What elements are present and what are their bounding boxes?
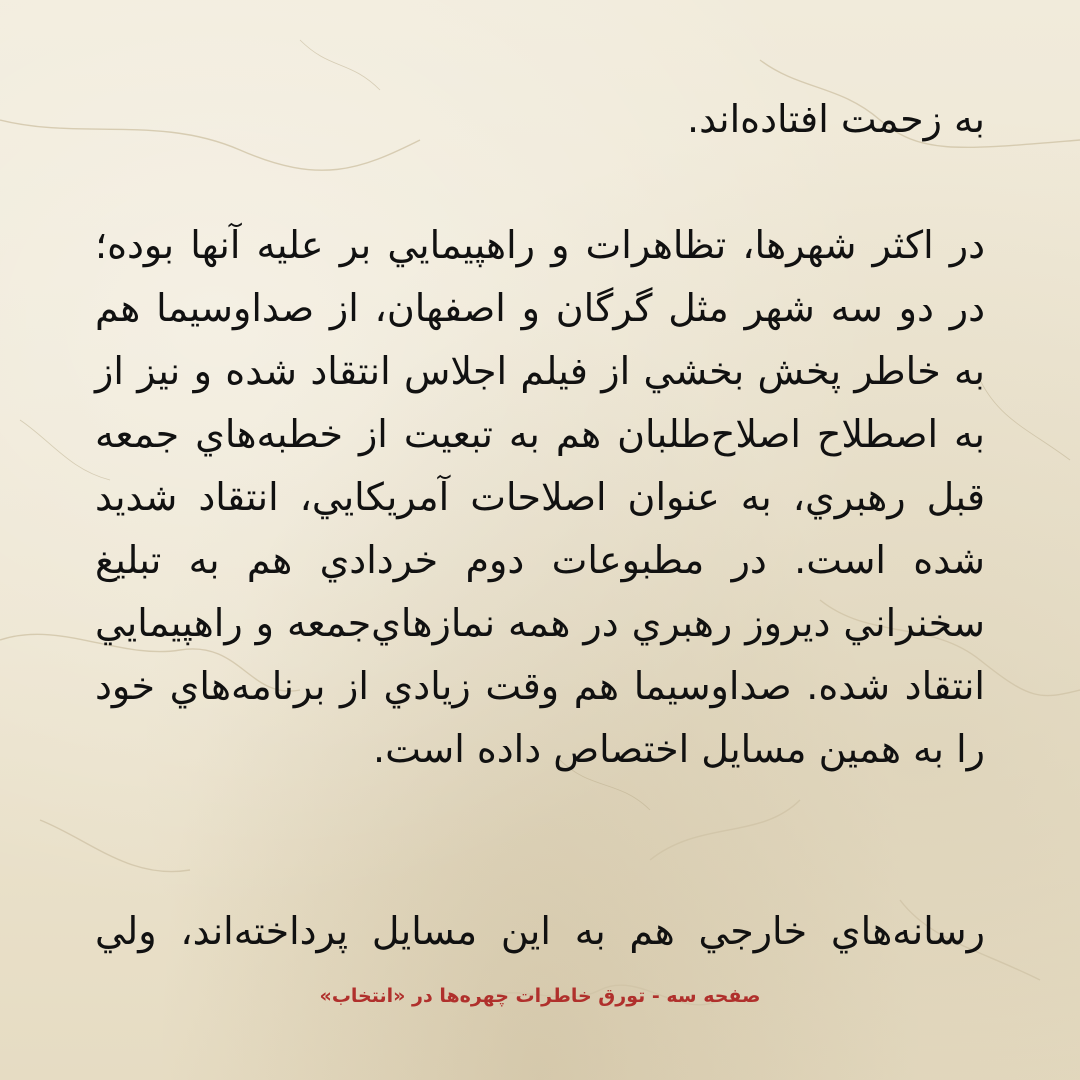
paragraph-continuation: به زحمت افتاده‌اند. — [687, 97, 985, 141]
page-footer-caption: صفحه سه - تورق خاطرات چهره‌ها در «انتخاب» — [319, 985, 761, 1007]
paragraph-closing: رسانه‌هاي خارجي هم به اين مسايل پرداخته‌اند، ولي — [95, 909, 985, 953]
paragraph-main: در اكثر شهرها، تظاهرات و راهپيمايي بر عليه آنها بوده؛ در دو سه شهر مثل گرگان و اصفهان، از صداوسيما هم به خاطر پخش بخشي از فيلم اجلاس انتقاد شده و نيز از به اصطلاح اصلاح‌طلبان هم به تبعيت از خطبه‌هاي جمعه قبل رهبري، به عنوان اصلاحات آمريكايي، انتقاد شديد شده است. در مطبوعات دوم خردادي هم به تبليغ سخنراني ديروز رهبري در همه نمازهاي‌جمعه و راهپيمايي انتقاد شده. صداوسيما هم وقت زيادي از برنامه‌هاي خود را به همين مسايل اختصاص داده است. — [95, 223, 985, 771]
